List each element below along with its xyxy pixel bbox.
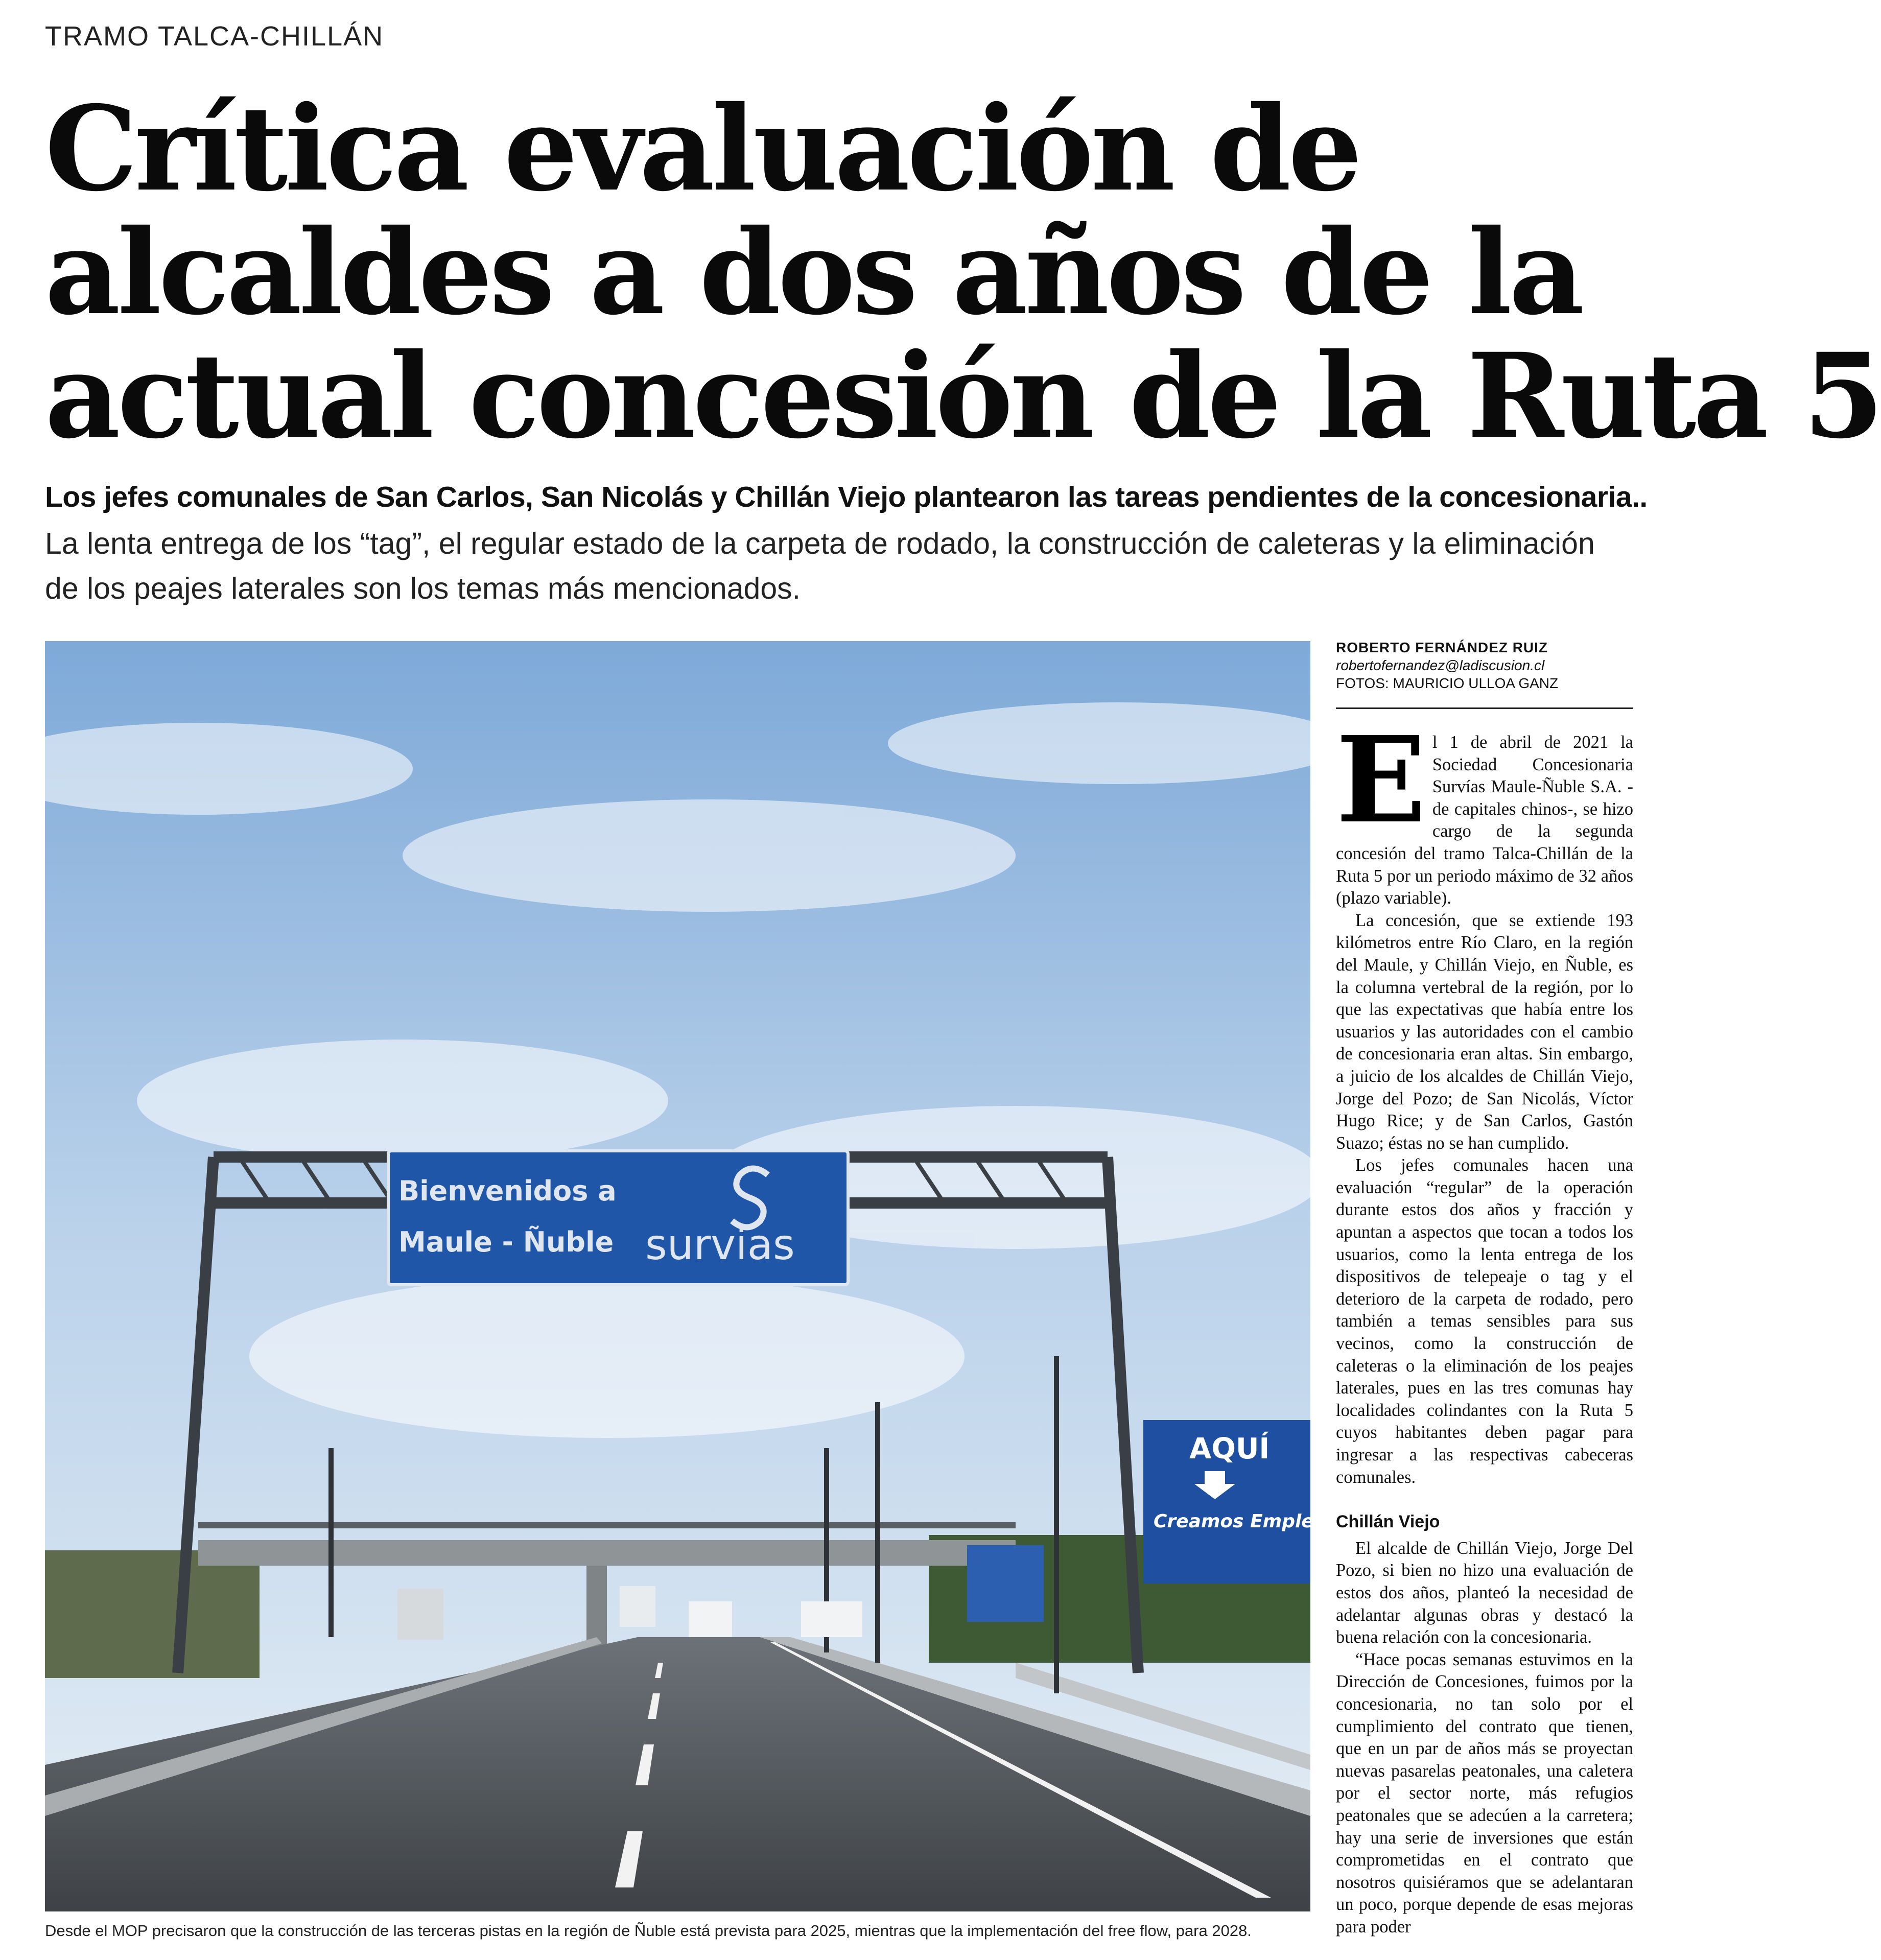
welcome-sign-line-1: Bienvenidos a: [398, 1175, 617, 1207]
section-kicker: TRAMO TALCA-CHILLÁN: [45, 21, 384, 52]
deck-lead: Los jefes comunales de San Carlos, San Nicolás y Chillán Viejo plantearon las tareas pendientes de la concesionaria..: [45, 481, 1648, 513]
embankment-left: [45, 1550, 260, 1678]
paragraph-3: Los jefes comunales hacen una evaluación “regular” de la operación durante estos dos años y fracción y apuntan a aspectos que tocan a todos los usuarios, como la lenta entrega de los dispositivos de telepeaje o tag y el deterioro de la carpeta de rodado, pero también a temas sensibles para sus vecinos, como la construcción de caleteras o la eliminación de los peajes laterales, pues en las tres comunas hay localidades colindantes con la Ruta 5 cuyos habitantes deben pagar para ingresar a las respectivas cabeceras comunales.: [1336, 1155, 1633, 1487]
side-sign-subtitle: Creamos Emple: [1154, 1511, 1314, 1532]
welcome-sign-line-2: Maule - Ñuble: [398, 1226, 614, 1258]
drop-cap: E: [1336, 710, 1426, 849]
subhead-chillan-viejo: Chillán Viejo: [1336, 1512, 1440, 1532]
side-sign-title: AQUÍ: [1189, 1432, 1270, 1466]
highway-photo: [45, 641, 1314, 1911]
photo-credit: FOTOS: MAURICIO ULLOA GANZ: [1336, 675, 1559, 691]
overpass-rail: [198, 1522, 1016, 1528]
headline: [45, 80, 1881, 464]
author-email[interactable]: robertofernandez@ladiscusion.cl: [1336, 657, 1545, 673]
paragraph-2: La concesión, que se extiende 193 kilómetros entre Río Claro, en la región del Maule, y Chillán Viejo, en Ñuble, es la columna vertebral de la región, por lo que las expectativas que había entre los usuarios y las autoridades con el cambio de concesionaria eran altas. Sin embargo, a juicio de los alcaldes de Chillán Viejo, Jorge del Pozo; de San Nicolás, Víctor Hugo Rice; y de San Carlos, Gastón Suazo; éstas no se han cumplido.: [1336, 910, 1633, 1153]
headline-line-1: Crítica evaluación de: [45, 80, 1359, 217]
paragraph-1: El 1 de abril de 2021 la Sociedad Concesionaria Survías Maule-Ñuble S.A. -de capitales chinos-, se hizo cargo de la segunda concesión del tramo Talca-Chillán de la Ruta 5 por un periodo máximo de 32 años (plazo variable).: [1336, 710, 1633, 908]
byline-divider: [1336, 707, 1633, 709]
info-sign: [967, 1545, 1044, 1622]
headline-line-2: alcaldes a dos años de la: [45, 204, 1582, 341]
photo-caption: Desde el MOP precisaron que la construcción de las terceras pistas en la región de Ñuble está prevista para 2025, mientras que la implementación del free flow, para 2028.: [45, 1922, 1252, 1940]
welcome-sign-brand: survias: [645, 1221, 795, 1269]
deck-summary: La lenta entrega de los “tag”, el regular estado de la carpeta de rodado, la construcción de caleteras y la eliminación de los peajes laterales son los temas más mencionados.: [45, 527, 1595, 605]
article-body: [1336, 710, 1633, 1938]
byline: [1336, 639, 1633, 692]
paragraph-5: “Hace pocas semanas estuvimos en la Dirección de Concesiones, fuimos por la concesionaria, no tan solo por el cumplimiento del contrato que tienen, que en un par de años más se proyectan nuevas pasarelas peatonales, una caletera por el sector norte, más refugios peatonales que se adecúen a la carretera; hay una serie de inversiones que están comprometidas en el contrato que nosotros quisiéramos que se adelantaran un poco, porque depende de esas mejoras para poder: [1336, 1649, 1633, 1937]
headline-line-3: actual concesión de la Ruta 5: [45, 327, 1881, 464]
overpass-bridge: [198, 1540, 1016, 1566]
author-name: ROBERTO FERNÁNDEZ RUIZ: [1336, 640, 1548, 655]
paragraph-4: El alcalde de Chillán Viejo, Jorge Del Pozo, si bien no hizo una evaluación de estos dos años, planteó la necesidad de adelantar algunas obras y destacó la buena relación con la concesionaria.: [1336, 1538, 1633, 1647]
